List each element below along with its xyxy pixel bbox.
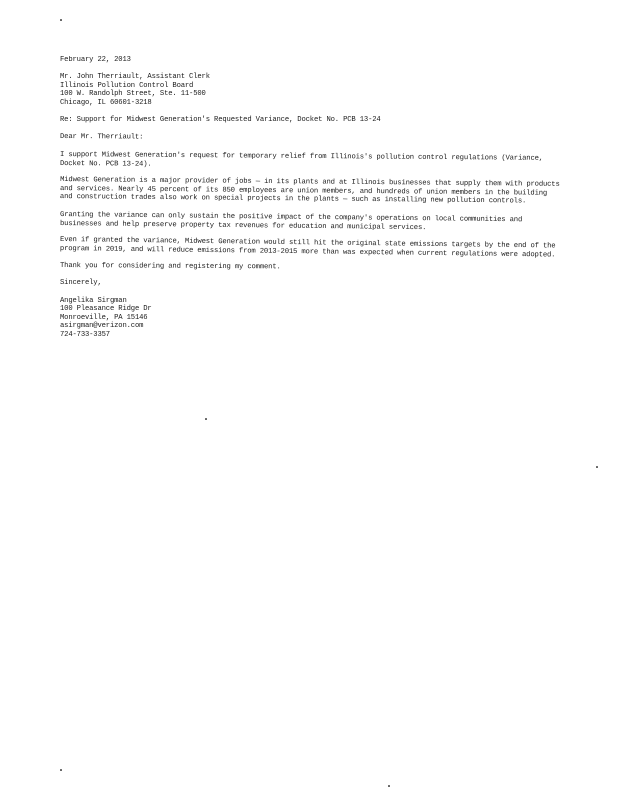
sender-street: 100 Pleasance Ridge Dr	[60, 305, 152, 314]
sender-name: Angelika Sirgman	[60, 296, 127, 305]
scan-speck	[388, 785, 390, 787]
scan-speck	[596, 466, 598, 468]
recipient-city: Chicago, IL 60601-3218	[60, 98, 152, 107]
paragraph-1: I support Midwest Generation's request for temporary relief from Illinois's pollution control regulations (Variance, Docket No. PCB 13-24).	[59, 150, 543, 168]
sender-city: Monroeville, PA 15146	[60, 313, 148, 322]
recipient-address	[60, 73, 560, 107]
sender-phone: 724-733-3357	[60, 331, 110, 339]
paragraph-3: Granting the variance can only sustain the positive impact of the company's operations on local communities and businesses and help preserve property tax revenues for education and municipal services.	[59, 210, 523, 232]
recipient-street: 100 W. Randolph Street, Ste. 11-500	[60, 90, 206, 99]
recipient-name: Mr. John Therriault, Assistant Clerk	[60, 73, 210, 82]
scan-speck	[60, 769, 62, 771]
recipient-org: Illinois Pollution Control Board	[60, 81, 194, 90]
sender-block	[60, 297, 560, 340]
scan-speck	[60, 19, 62, 21]
subject-line: Re: Support for Midwest Generation's Requested Variance, Docket No. PCB 13-24	[60, 116, 381, 125]
closing: Sincerely,	[60, 279, 102, 288]
letter-date: February 22, 2013	[60, 56, 131, 64]
salutation: Dear Mr. Therriault:	[59, 133, 144, 142]
paragraph-4: Even if granted the variance, Midwest Generation would still hit the original state emissions targets by the end of the program in 2019, and will reduce emissions from 2013-2015 more than was expected when current regulations were adopted.	[59, 236, 556, 260]
paragraph-2: Midwest Generation is a major provider of jobs — in its plants and at Illinois businesses that supply them with products and services. Nearly 45 percent of its 850 employees are union members, and hundreds of union members in the building and construction trades also work on special projects in the plants — such as installing new pollution controls.	[59, 176, 560, 206]
scan-speck	[205, 418, 207, 420]
letter-body	[60, 56, 560, 348]
sender-email: asirgman@verizon.com	[60, 322, 144, 331]
paragraph-5: Thank you for considering and registering my comment.	[59, 262, 281, 272]
